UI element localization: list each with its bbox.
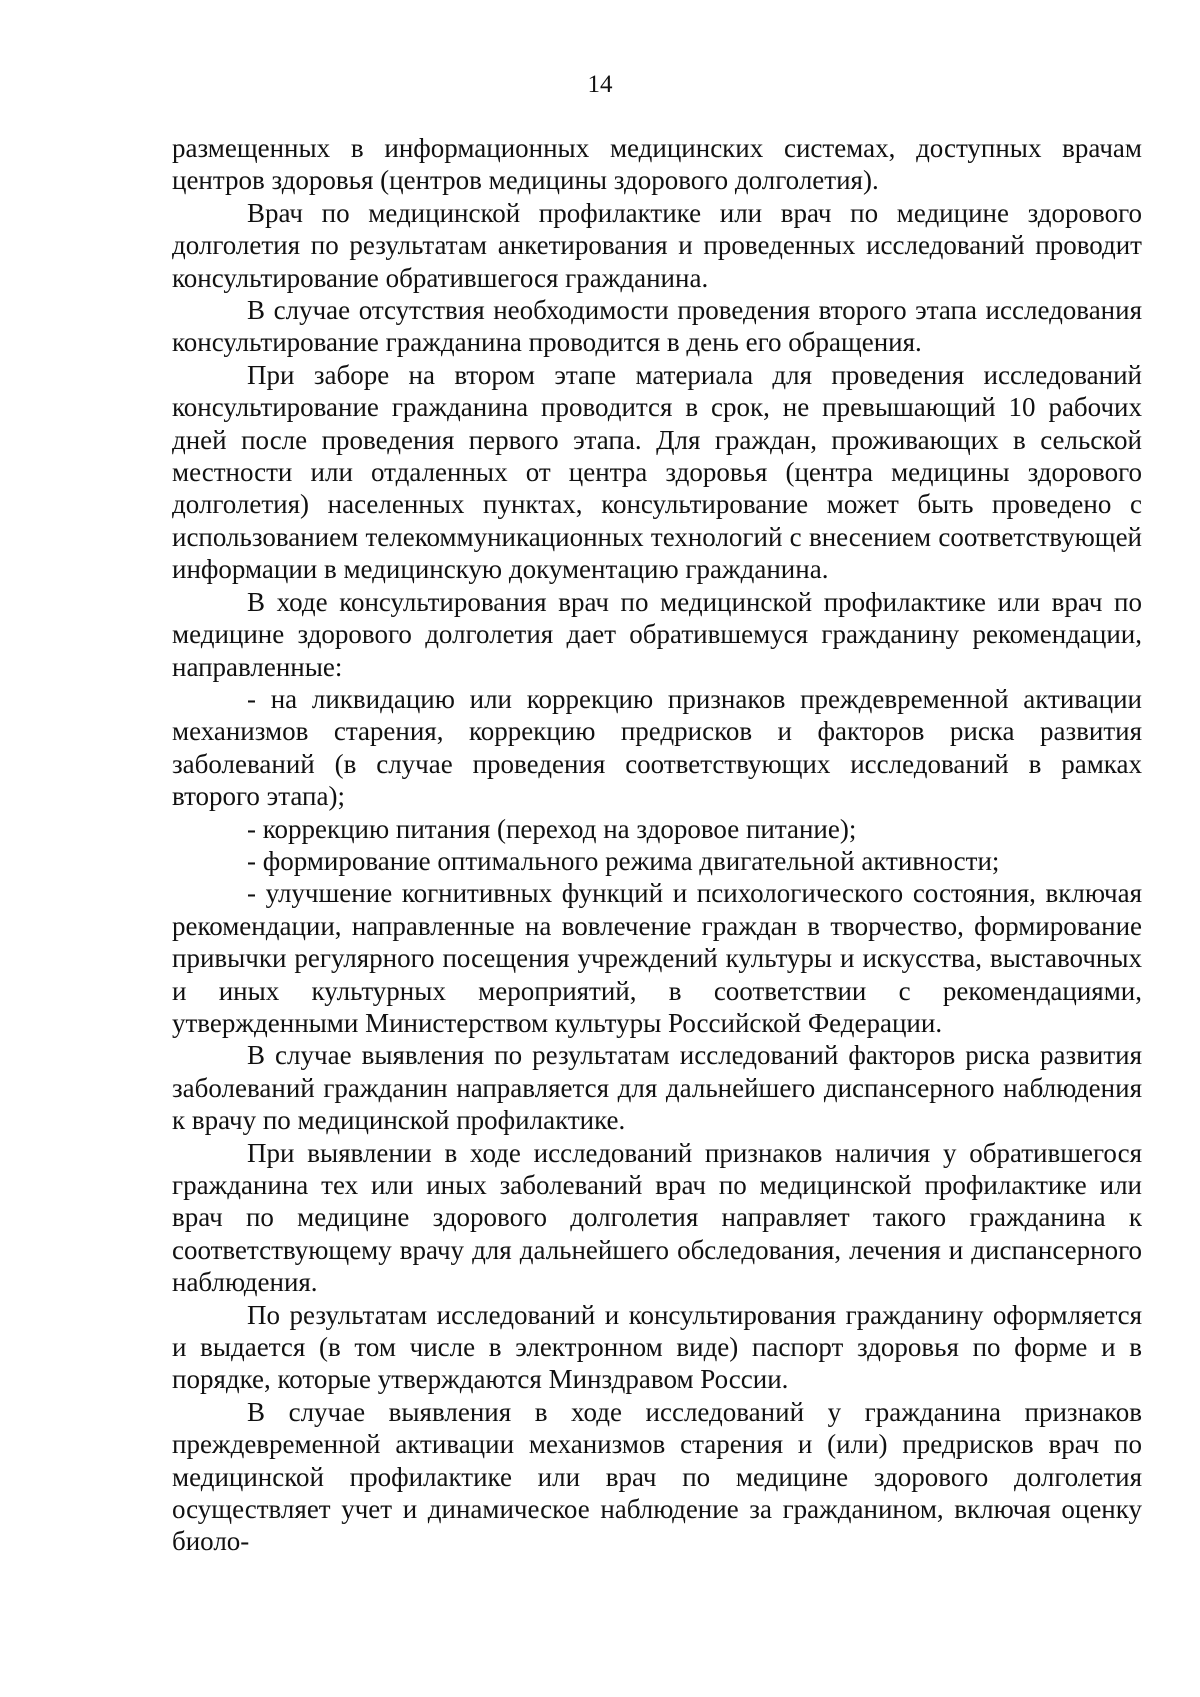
- paragraph-health-passport: По результатам исследований и консультирования гражданину оформляется и выдается (в том числе в электронном виде) паспорт здоровья по форме и в порядке, которые утверждаются Минздравом России.: [172, 1299, 1142, 1395]
- list-item-nutrition: - коррекцию питания (переход на здоровое питание);: [247, 813, 857, 844]
- paragraph-same-day: В случае отсутствия необходимости проведения второго этапа исследования консультирование гражданина проводится в день его обращения.: [172, 295, 1142, 358]
- page-number: 14: [587, 71, 613, 98]
- list-item-physical-activity: - формирование оптимального режима двигательной активности;: [247, 845, 1000, 876]
- paragraph-disease-referral: При выявлении в ходе исследований признаков наличия у обратившегося гражданина тех или иных заболеваний врач по медицинской профилактике или врач по медицине здорового долголетия направляет такого гражданина к соответствующему врачу для дальнейшего обследования, лечения и диспансерного наблюдения.: [172, 1137, 1142, 1298]
- list-item-cognitive: - улучшение когнитивных функций и психологического состояния, включая рекомендации, направленные на вовлечение граждан в творчество, формирование привычки регулярного посещения учреждений культуры и искусства, выставочных и иных культурных мероприятий, в соответствии с рекомендациями, утвержденными Министерством культуры Российской Федерации.: [172, 878, 1142, 1038]
- document-body: [172, 132, 1142, 1558]
- paragraph-continuation: размещенных в информационных медицинских системах, доступных врачам центров здоровья (центров медицины здорового долголетия).: [172, 133, 1142, 196]
- paragraph-consultation: Врач по медицинской профилактике или врач по медицине здорового долголетия по результатам анкетирования и проведенных исследований проводит консультирование обратившегося гражданина.: [172, 197, 1142, 293]
- paragraph-recommendations-intro: В ходе консультирования врач по медицинской профилактике или врач по медицине здорового долголетия дает обратившемуся гражданину рекомендации, направленные:: [172, 586, 1142, 682]
- paragraph-risk-factors: В случае выявления по результатам исследований факторов риска развития заболеваний гражданин направляется для дальнейшего диспансерного наблюдения к врачу по медицинской профилактике.: [172, 1040, 1142, 1136]
- paragraph-second-stage: При заборе на втором этапе материала для проведения исследований консультирование гражданина проводится в срок, не превышающий 10 рабочих дней после проведения первого этапа. Для граждан, проживающих в сельской местности или отдаленных от центра здоровья (центра медицины здорового долголетия) населенных пунктах, консультирование может быть проведено с использованием телекоммуникационных технологий с внесением соответствующей информации в медицинскую документацию гражданина.: [172, 359, 1142, 585]
- list-item-aging-correction: - на ликвидацию или коррекцию признаков преждевременной активации механизмов старения, коррекцию предрисков и факторов риска развития заболеваний (в случае проведения соответствующих исследований в рамках второго этапа);: [172, 683, 1142, 812]
- paragraph-aging-monitoring: В случае выявления в ходе исследований у гражданина признаков преждевременной активации механизмов старения и (или) предрисков врач по медицинской профилактике или врач по медицине здорового долголетия осуществляет учет и динамическое наблюдение за гражданином, включая оценку биоло-: [172, 1396, 1142, 1557]
